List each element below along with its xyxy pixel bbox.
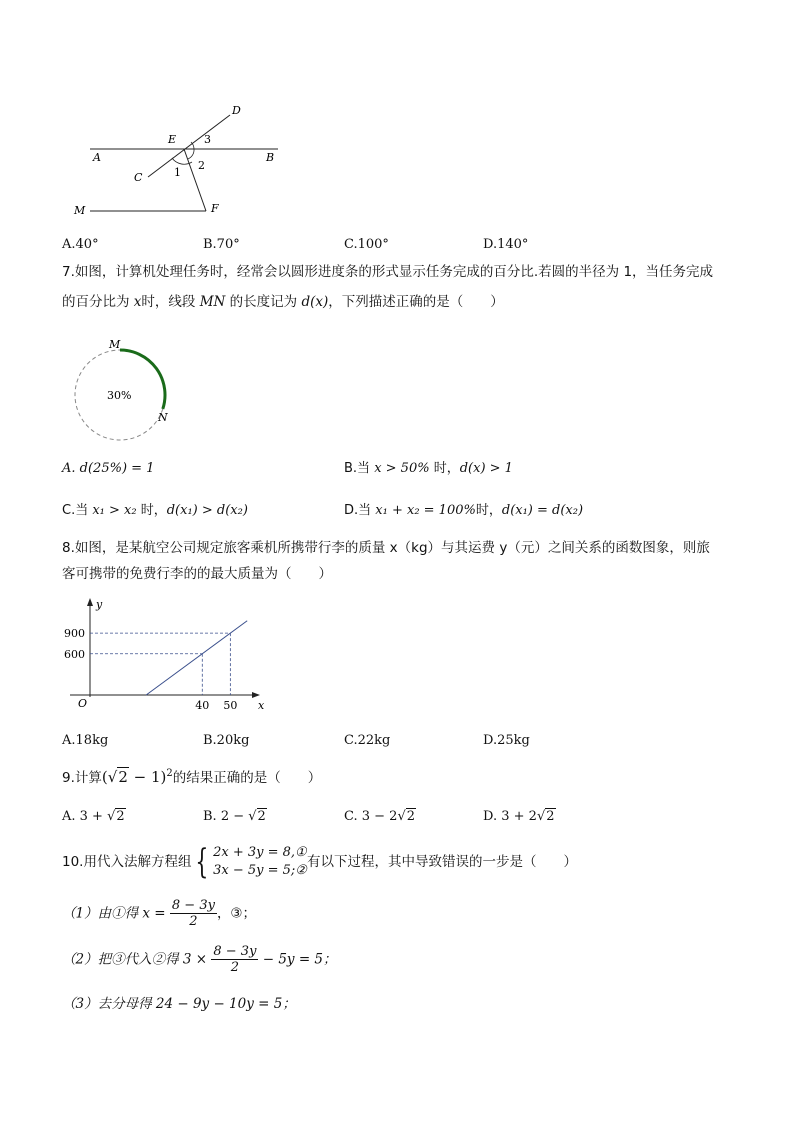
- q7-segment-mn: MN: [199, 294, 226, 310]
- y-axis-arrow: [87, 598, 93, 606]
- x-tick-label: 50: [223, 699, 238, 712]
- q7-option-d[interactable]: [344, 502, 583, 520]
- origin-label: O: [78, 697, 88, 710]
- step-text: ，③；: [216, 905, 257, 922]
- angle-arc-2: [188, 149, 194, 159]
- q8-line1: 8.如图，是某航空公司规定旅客乘机所携带行李的质量 x（kg）与其运费 y（元）之间关系的函数图象，则旅: [62, 540, 710, 556]
- q9-text: 9.计算: [62, 770, 102, 786]
- radicand: 2: [257, 809, 266, 824]
- q9-stem: [62, 764, 321, 788]
- option-math: x > 50%: [374, 461, 430, 476]
- percent-text: 30%: [107, 389, 132, 402]
- label-d: D: [232, 104, 241, 117]
- option-text: 时，: [429, 461, 460, 476]
- option-math: d(x₁) = d(x₂): [501, 503, 584, 518]
- luggage-fee-chart: [62, 596, 265, 721]
- option-math: d(x₁) > d(x₂): [166, 503, 248, 518]
- q7-line2: [62, 292, 504, 312]
- q8-option-b[interactable]: B.20kg: [203, 733, 250, 748]
- q6-option-c[interactable]: C.100°: [344, 237, 389, 252]
- radicand: 2: [406, 809, 416, 824]
- sqrt: √2: [536, 809, 555, 824]
- q10-text: 有以下过程，其中导致错误的一步是（ ）: [306, 854, 577, 870]
- denominator: 2: [189, 914, 198, 929]
- label-1: 1: [174, 166, 181, 179]
- q9-option-d[interactable]: [483, 808, 556, 826]
- q7-option-c[interactable]: [62, 502, 248, 520]
- x-axis-label: x: [258, 699, 265, 712]
- option-text: C.当: [62, 503, 93, 518]
- option-text: D.当: [344, 503, 376, 518]
- q7-line1: 7.如图，计算机处理任务时，经常会以圆形进度条的形式显示任务完成的百分比.若圆的半径为 1，当任务完成: [62, 264, 714, 280]
- q7-text: 的百分比为: [62, 294, 134, 310]
- y-tick-label: 600: [64, 647, 85, 661]
- option-text: 时，: [136, 503, 167, 518]
- option-math: x₁ + x₂ = 100%: [375, 503, 476, 518]
- q6-option-b[interactable]: B.70°: [203, 237, 240, 252]
- x-tick-label: 40: [195, 699, 210, 712]
- q10-text: 10.用代入法解方程组: [62, 854, 192, 870]
- step-text: （1）由①得 x =: [62, 905, 170, 922]
- q10-step-1: [62, 898, 256, 929]
- q10-stem: [62, 844, 577, 880]
- step-text: （2）把③代入②得 3 ×: [62, 951, 212, 968]
- fee-line: [146, 621, 247, 695]
- step-text: − 5y = 5；: [258, 951, 337, 968]
- sqrt: √2: [397, 809, 416, 824]
- radicand: 2: [116, 809, 125, 824]
- fraction: [170, 898, 217, 929]
- x-axis-arrow: [252, 692, 260, 698]
- q7-option-b[interactable]: [344, 460, 513, 478]
- option-text: D. 3 + 2: [483, 809, 537, 824]
- system-brace: {: [195, 842, 209, 882]
- denominator: 2: [230, 960, 240, 975]
- label-2: 2: [198, 159, 205, 172]
- q9-option-a[interactable]: [62, 808, 126, 826]
- exponent: 2: [166, 768, 173, 779]
- label-f: F: [211, 202, 219, 215]
- q7-text: ，下列描述正确的是（ ）: [328, 294, 504, 310]
- option-text: B.当: [344, 461, 375, 476]
- y-axis-label: y: [96, 598, 103, 611]
- y-tick-label: 900: [64, 627, 85, 641]
- equation-system: [213, 844, 307, 880]
- q7-text: 的长度记为: [225, 294, 302, 310]
- sqrt: √2: [107, 768, 128, 786]
- line-cd: [148, 115, 230, 177]
- q8-line2: 客可携带的免费行李的的最大质量为（ ）: [62, 566, 332, 582]
- equation-2: 3x − 5y = 5;②: [213, 863, 307, 878]
- label-n: N: [158, 411, 168, 424]
- sqrt: √2: [107, 809, 125, 824]
- label-c: C: [134, 171, 143, 184]
- q9-expression: [102, 768, 173, 786]
- numerator: 8 − 3y: [171, 898, 215, 913]
- q10-step-3: （3）去分母得 24 − 9y − 10y = 5；: [62, 996, 296, 1012]
- equation-1: 2x + 3y = 8,①: [213, 845, 307, 860]
- label-3: 3: [204, 133, 211, 146]
- q8-option-a[interactable]: A.18kg: [62, 733, 109, 748]
- q6-option-a[interactable]: A.40°: [62, 237, 99, 252]
- fraction: [211, 944, 258, 975]
- progress-circle-figure: [62, 335, 182, 445]
- paren: (: [101, 768, 108, 786]
- q7-option-a[interactable]: A. d(25%) = 1: [62, 461, 155, 476]
- expr-rest: − 1): [128, 768, 167, 786]
- sqrt: √2: [248, 809, 266, 824]
- q10-step-2: [62, 944, 337, 975]
- option-text: C. 3 − 2: [344, 809, 398, 824]
- radicand: 2: [546, 809, 555, 824]
- numerator: 8 − 3y: [213, 944, 257, 959]
- option-text: A. 3 +: [62, 809, 108, 824]
- label-b: B: [266, 151, 275, 164]
- option-text: B. 2 −: [203, 809, 249, 824]
- angle-figure: [60, 95, 300, 225]
- q9-text: 的结果正确的是（ ）: [172, 770, 322, 786]
- radicand: 2: [118, 768, 128, 786]
- label-e: E: [168, 133, 177, 146]
- q9-option-b[interactable]: [203, 808, 267, 826]
- q9-option-c[interactable]: [344, 808, 416, 826]
- label-m: M: [109, 338, 121, 351]
- q7-func-d: d(x): [301, 294, 329, 310]
- option-math: d(x) > 1: [459, 461, 513, 476]
- option-text: 时，: [475, 503, 502, 518]
- q8-option-c[interactable]: C.22kg: [344, 733, 391, 748]
- label-m: M: [74, 204, 86, 217]
- option-math: x₁ > x₂: [92, 503, 137, 518]
- q8-option-d[interactable]: D.25kg: [483, 733, 530, 748]
- label-a: A: [93, 151, 101, 164]
- q7-var-x: x: [133, 294, 142, 310]
- q6-option-d[interactable]: D.140°: [483, 237, 529, 252]
- q7-text: 时，线段: [141, 294, 200, 310]
